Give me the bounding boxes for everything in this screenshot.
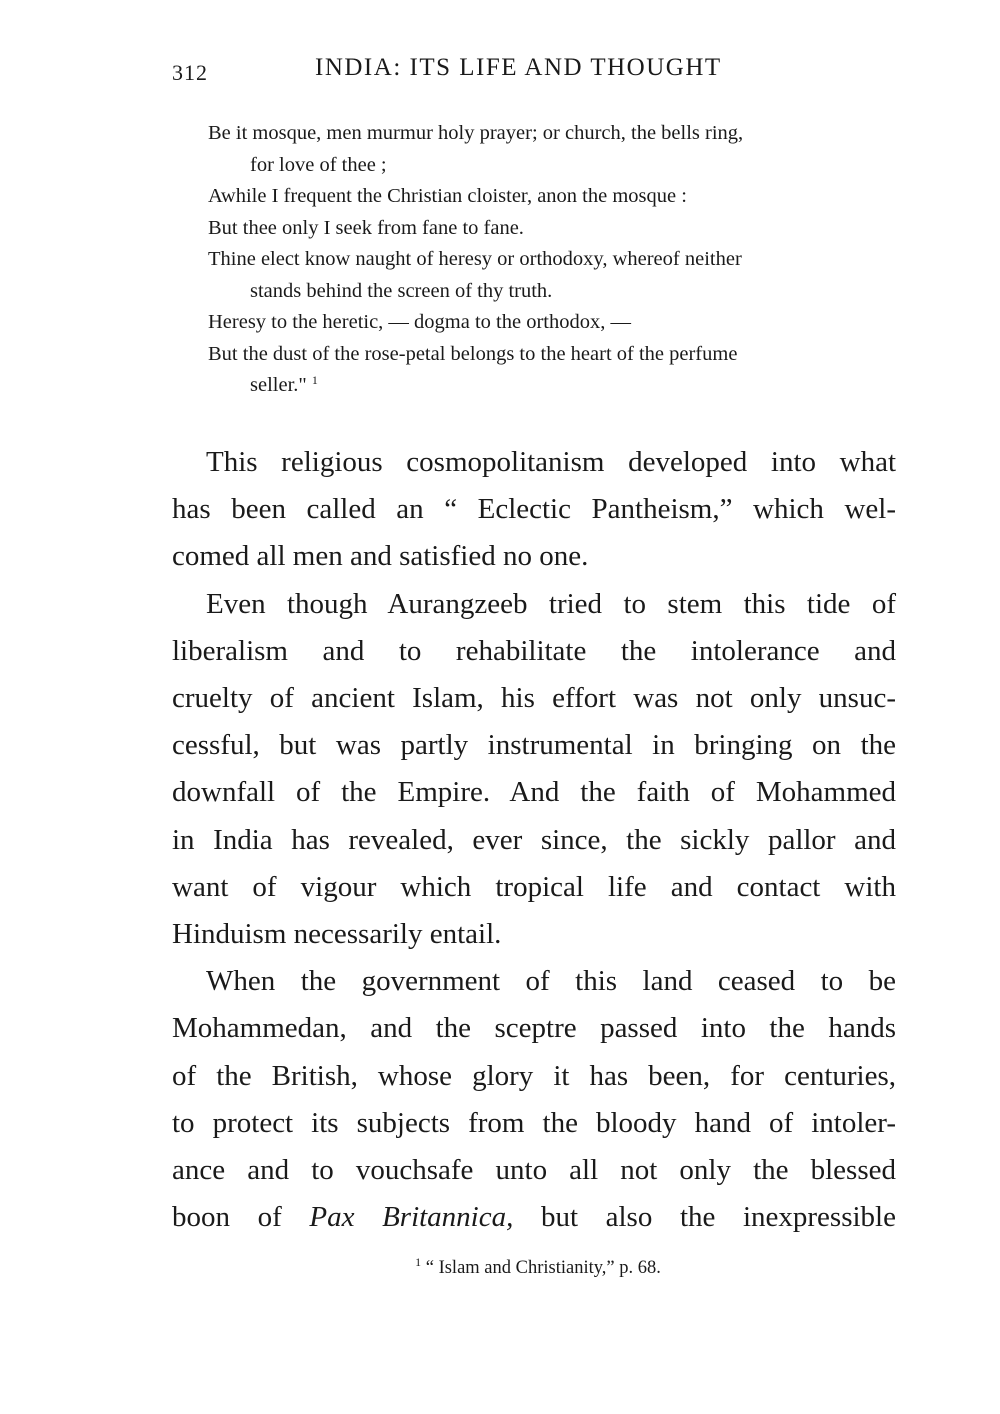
footnote-reference: 1 [311,373,318,387]
footnote [0,1255,1000,1279]
text-line: Mohammedan, and the sceptre passed into the hands [172,1012,896,1045]
body-text [172,439,896,1241]
text-line: has been called an “ Eclectic Pantheism,” which wel- [172,493,896,526]
page-header [172,54,772,88]
text-line: liberalism and to rehabilitate the intolerance and [172,634,896,667]
verse-line: Awhile I frequent the Christian cloister, anon the mosque : [208,185,687,207]
verse-line: But the dust of the rose-petal belongs to the heart of the perfume [208,342,738,365]
text-line: downfall of the Empire. And the faith of Mohammed [172,776,896,809]
text-line: want of vigour which tropical life and contact with [172,870,896,903]
page-number: 312 [172,60,208,85]
verse-line: Heresy to the heretic, — dogma to the orthodox, — [208,311,631,333]
footnote-marker: 1 [415,1255,422,1269]
verse-line-text: seller." [250,374,307,396]
verse-line: Be it mosque, men murmur holy prayer; or church, the bells ring, [208,122,744,144]
paragraph [172,958,896,1241]
verse-line: stands behind the screen of thy truth. [250,279,553,302]
verse-line: for love of thee ; [250,153,387,176]
italic-phrase: Pax Britannica, [309,1201,514,1234]
text-line: cessful, but was partly instrumental in bringing on the [172,729,896,762]
verse-quotation [208,118,908,402]
text-line: When the government of this land ceased to be [206,965,896,998]
text-line: Hinduism necessarily entail. [172,918,502,951]
verse-line: Thine elect know naught of heresy or orthodoxy, whereof neither [208,248,742,270]
text-line: to protect its subjects from the bloody hand of intoler- [172,1106,896,1139]
footnote-text: “ Islam and Christianity,” p. 68. [425,1258,661,1278]
running-head: INDIA: ITS LIFE AND THOUGHT [315,54,722,81]
text-run: but also the inexpressible [513,1201,896,1234]
text-line: This religious cosmopolitanism developed into what [206,446,896,478]
verse-line [208,370,908,402]
paragraph [172,581,896,959]
text-run: boon of [172,1201,310,1234]
text-line: cruelty of ancient Islam, his effort was not only unsuc- [172,682,896,715]
text-line: in India has revealed, ever since, the sickly pallor and [172,823,896,856]
text-line: of the British, whose glory it has been, for centuries, [172,1059,896,1092]
text-line: comed all men and satisfied no one. [172,540,589,573]
text-line: Even though Aurangzeeb tried to stem this tide of [206,587,896,620]
paragraph [172,439,896,581]
text-line: ance and to vouchsafe unto all not only the blessed [172,1154,896,1187]
verse-line: But thee only I seek from fane to fane. [208,216,524,239]
text-line [172,1194,896,1241]
